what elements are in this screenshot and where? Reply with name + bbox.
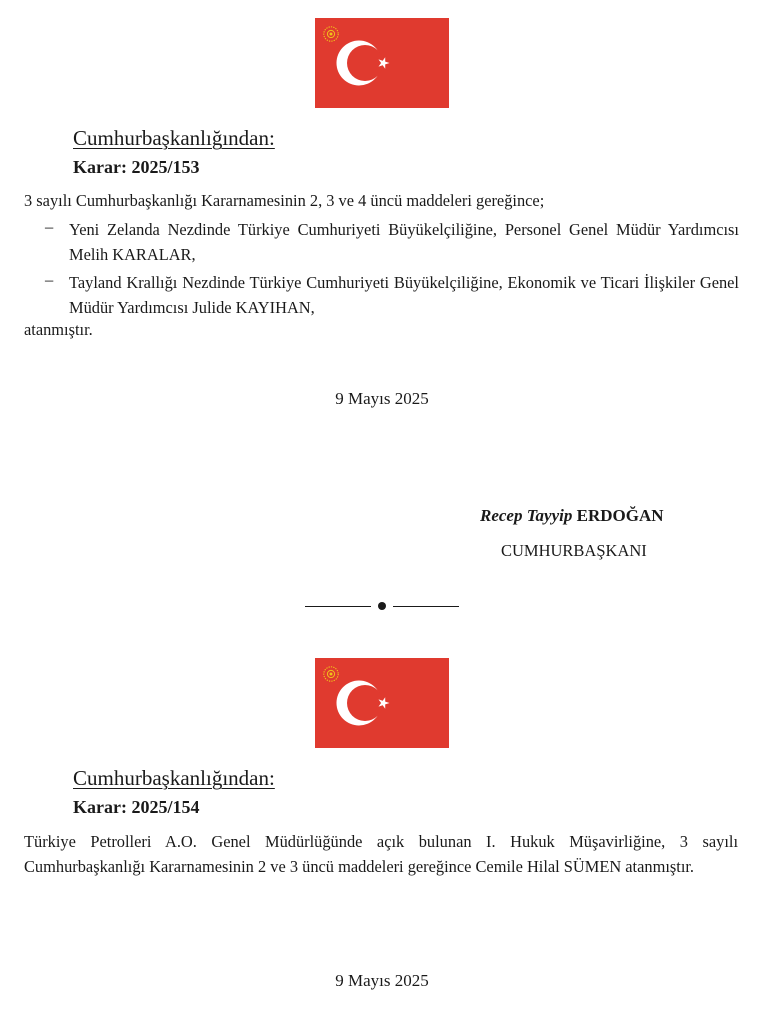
section-separator [305, 598, 459, 614]
separator-dot-icon [378, 602, 386, 610]
decision-date: 9 Mayıs 2025 [335, 971, 429, 990]
signatory-name [480, 506, 664, 526]
signatory-first-name: Recep Tayyip [480, 506, 573, 525]
decision-number: Karar: 2025/153 [73, 157, 200, 177]
decision-body: Türkiye Petrolleri A.O. Genel Müdürlüğünde açık bulunan I. Hukuk Müşavirliğine, 3 sayılı Cumhurbaşkanlığı Kararnamesinin 2 ve 3 üncü maddeleri gereğince Cemile Hilal SÜMEN atanmıştır. [24, 832, 738, 876]
decision-number: Karar: 2025/154 [73, 797, 200, 817]
appointment-item: Yeni Zelanda Nezdinde Türkiye Cumhuriyeti Büyükelçiliğine, Personel Genel Müdür Yardımcısı Melih KARALAR, [69, 220, 739, 264]
decision-date: 9 Mayıs 2025 [335, 389, 429, 408]
presidential-flag-icon [315, 18, 449, 108]
list-bullet: – [45, 217, 54, 236]
list-bullet: – [45, 270, 54, 289]
separator-line [305, 606, 371, 607]
decision-intro: 3 sayılı Cumhurbaşkanlığı Kararnamesinin 2, 3 ve 4 üncü maddeleri gereğince; [24, 191, 545, 210]
separator-line [393, 606, 459, 607]
presidential-flag-icon [315, 658, 449, 748]
appointment-item: Tayland Krallığı Nezdinde Türkiye Cumhuriyeti Büyükelçiliğine, Ekonomik ve Ticari İlişkiler Genel Müdür Yardımcısı Julide KAYIHAN, [69, 273, 739, 317]
authority-heading: Cumhurbaşkanlığından: [73, 766, 275, 790]
decision-closing: atanmıştır. [24, 320, 93, 339]
signatory-title: CUMHURBAŞKANI [501, 541, 647, 560]
authority-heading: Cumhurbaşkanlığından: [73, 126, 275, 150]
signatory-last-name: ERDOĞAN [576, 506, 664, 525]
